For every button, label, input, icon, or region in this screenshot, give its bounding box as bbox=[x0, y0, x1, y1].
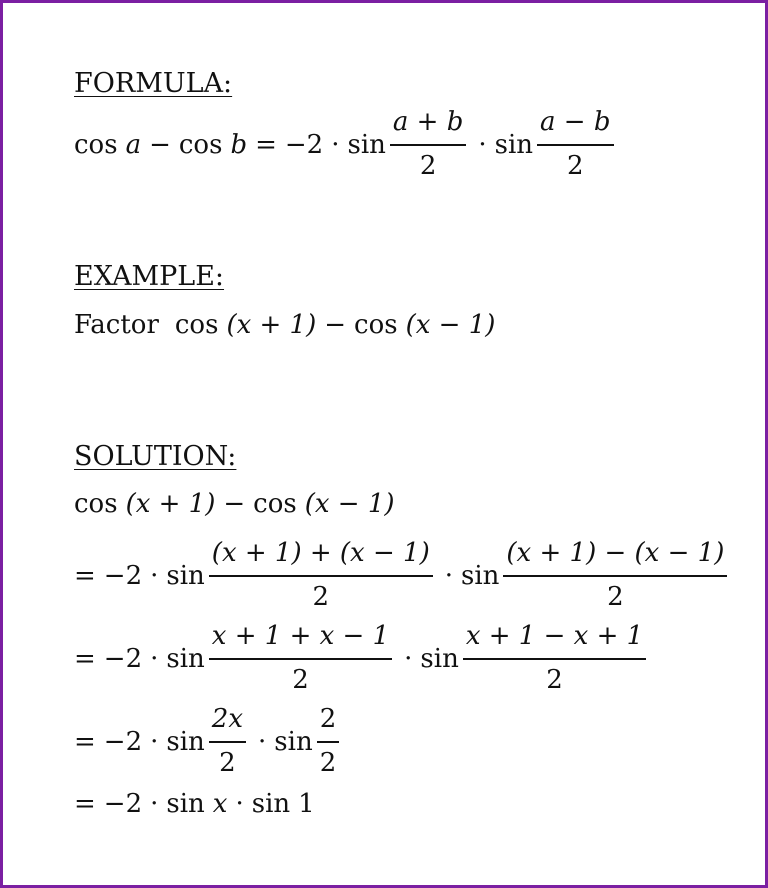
example-line bbox=[74, 285, 495, 365]
example-heading: EXAMPLE: bbox=[74, 261, 225, 292]
dot-op: · bbox=[444, 561, 453, 591]
numerator: 2 bbox=[319, 704, 337, 735]
fraction bbox=[209, 539, 433, 612]
dot-op: · bbox=[258, 727, 267, 757]
equals-op: = bbox=[74, 561, 96, 591]
number-one: 1 bbox=[298, 789, 315, 819]
solution-step-5 bbox=[74, 764, 315, 844]
coefficient: −2 bbox=[103, 644, 143, 674]
minus-op: − bbox=[149, 130, 171, 160]
denominator: 2 bbox=[292, 664, 309, 695]
equals-op: = bbox=[74, 789, 96, 819]
dot-op: · bbox=[150, 789, 159, 819]
coefficient: −2 bbox=[284, 130, 324, 160]
var-x: x bbox=[212, 789, 228, 819]
equals-op: = bbox=[255, 130, 277, 160]
numerator: 2x bbox=[211, 704, 244, 735]
cos-fn: cos bbox=[178, 130, 223, 160]
solution-step-2 bbox=[74, 536, 731, 616]
var-b: b bbox=[230, 130, 248, 160]
cos-fn: cos bbox=[74, 489, 118, 519]
dot-op: · bbox=[150, 727, 159, 757]
dot-op: · bbox=[150, 561, 159, 591]
fraction bbox=[209, 622, 392, 695]
equals-op: = bbox=[74, 644, 96, 674]
sin-fn: sin bbox=[347, 130, 386, 160]
dot-op: · bbox=[235, 789, 244, 819]
minus-op: − bbox=[324, 310, 347, 340]
sin-fn: sin bbox=[166, 561, 205, 591]
denominator: 2 bbox=[219, 747, 236, 778]
solution-heading: SOLUTION: bbox=[74, 441, 237, 472]
sin-fn: sin bbox=[420, 644, 459, 674]
arg-xm1: (x − 1) bbox=[405, 310, 496, 340]
sin-fn: sin bbox=[494, 130, 534, 160]
arg-xm1: (x − 1) bbox=[304, 489, 395, 519]
denominator: 2 bbox=[546, 664, 563, 695]
numerator: a − b bbox=[540, 107, 611, 138]
cos-fn: cos bbox=[174, 310, 219, 340]
numerator: (x + 1) − (x − 1) bbox=[506, 538, 725, 569]
cos-fn: cos bbox=[253, 489, 297, 519]
fraction bbox=[503, 539, 727, 612]
minus-op: − bbox=[223, 489, 246, 519]
fraction bbox=[537, 108, 613, 181]
sin-fn: sin bbox=[166, 644, 205, 674]
formula-heading: FORMULA: bbox=[74, 68, 233, 99]
coefficient: −2 bbox=[103, 561, 143, 591]
sin-fn: sin bbox=[166, 789, 205, 819]
denominator: 2 bbox=[319, 747, 337, 778]
sin-fn: sin bbox=[461, 561, 500, 591]
dot-op: · bbox=[478, 130, 487, 160]
cos-fn: cos bbox=[74, 130, 118, 160]
numerator: a + b bbox=[392, 107, 464, 138]
dot-op: · bbox=[404, 644, 413, 674]
solution-step-1 bbox=[74, 464, 395, 544]
solution-step-3 bbox=[74, 619, 650, 699]
dot-op: · bbox=[150, 644, 159, 674]
arg-xp1: (x + 1) bbox=[125, 489, 216, 519]
denominator: 2 bbox=[607, 581, 624, 612]
equals-op: = bbox=[74, 727, 96, 757]
denominator: 2 bbox=[419, 150, 437, 181]
denominator: 2 bbox=[566, 150, 584, 181]
coefficient: −2 bbox=[103, 727, 143, 757]
numerator: x + 1 − x + 1 bbox=[465, 621, 644, 652]
example-verb: Factor bbox=[74, 310, 159, 340]
numerator: (x + 1) + (x − 1) bbox=[211, 538, 430, 569]
coefficient: −2 bbox=[103, 789, 143, 819]
arg-xp1: (x + 1) bbox=[226, 310, 317, 340]
fraction bbox=[390, 108, 466, 181]
denominator: 2 bbox=[312, 581, 330, 612]
sin-fn: sin bbox=[251, 789, 291, 819]
numerator: x + 1 + x − 1 bbox=[211, 621, 390, 652]
var-a: a bbox=[125, 130, 142, 160]
fraction bbox=[317, 705, 340, 778]
dot-op: · bbox=[331, 130, 340, 160]
sin-fn: sin bbox=[274, 727, 313, 757]
formula-line bbox=[74, 105, 618, 185]
sin-fn: sin bbox=[166, 727, 205, 757]
fraction bbox=[463, 622, 646, 695]
cos-fn: cos bbox=[354, 310, 398, 340]
